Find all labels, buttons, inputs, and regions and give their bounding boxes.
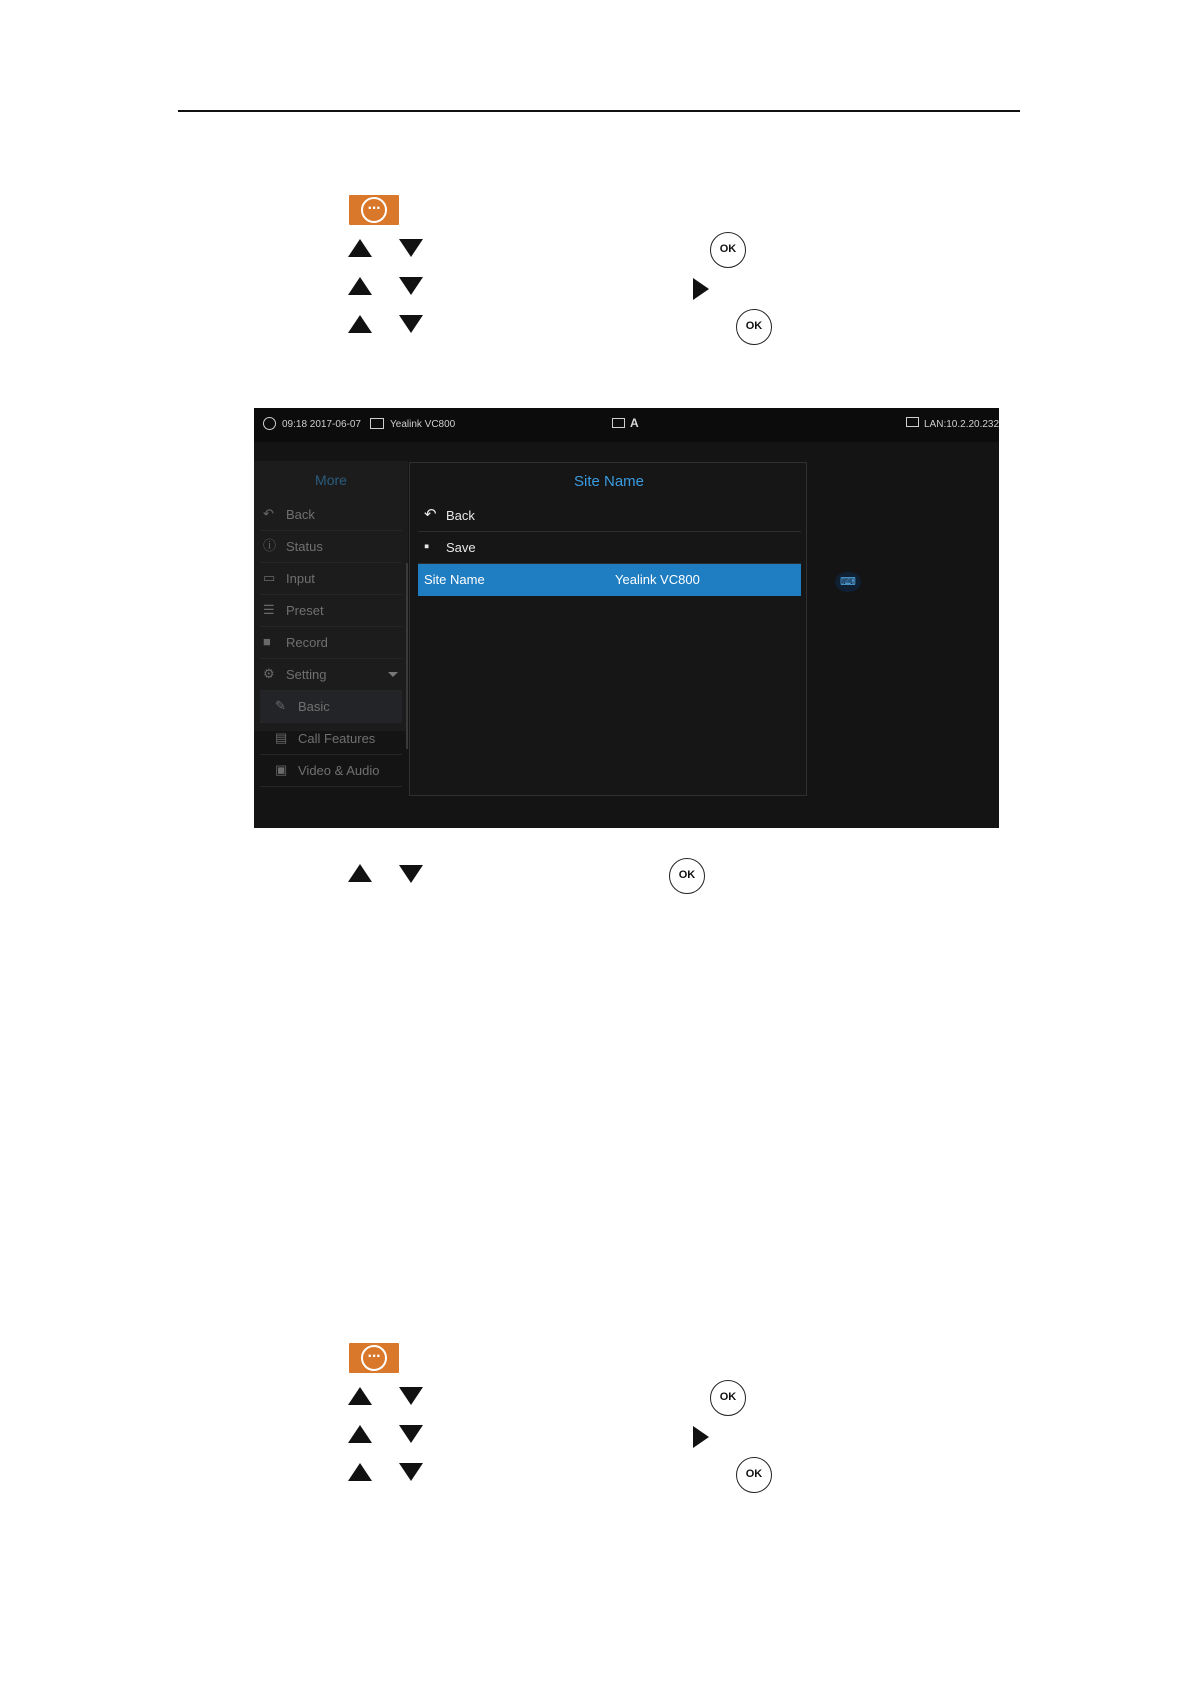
- sidebar-item-label: Setting: [286, 667, 327, 682]
- panel-save-button[interactable]: [418, 532, 801, 564]
- panel-back-button[interactable]: [418, 500, 801, 532]
- arrow-up-icon: [348, 1463, 372, 1481]
- arrow-down-icon: [399, 315, 423, 333]
- ok-icon: OK: [669, 858, 705, 894]
- chevron-down-icon: [388, 672, 398, 677]
- device-screenshot: [254, 408, 999, 828]
- clock-icon: [263, 417, 276, 430]
- sidebar-item-video-audio[interactable]: [260, 755, 402, 787]
- status-bar: [254, 408, 999, 442]
- arrow-up-icon: [348, 277, 372, 295]
- sidebar-title: More: [315, 472, 347, 488]
- sidebar-item-input[interactable]: [260, 563, 402, 595]
- sidebar-item-label: Video & Audio: [298, 763, 380, 778]
- wrench-icon: ✎: [275, 698, 286, 713]
- arrow-down-icon: [399, 1425, 423, 1443]
- more-button-icon: ···: [349, 1343, 399, 1373]
- preset-icon: ☰: [263, 602, 275, 617]
- site-name-panel: [409, 462, 807, 796]
- sidebar-item-record[interactable]: [260, 627, 402, 659]
- info-icon: ⓘ: [263, 538, 277, 553]
- language-icon: A: [630, 416, 639, 430]
- sidebar-scrollbar[interactable]: [406, 563, 408, 749]
- arrow-down-icon: [399, 1387, 423, 1405]
- panel-title: Site Name: [573, 473, 645, 490]
- arrow-down-icon: [399, 239, 423, 257]
- sidebar-item-label: Preset: [286, 603, 324, 618]
- arrow-down-icon: [399, 1463, 423, 1481]
- network-text: LAN:10.2.20.232: [924, 419, 999, 430]
- save-icon: ▪: [424, 538, 430, 555]
- sidebar-item-label: Basic: [298, 699, 330, 714]
- site-icon: [370, 418, 384, 429]
- site-name-field-value: Yealink VC800: [615, 572, 700, 587]
- sidebar-item-basic[interactable]: [260, 691, 402, 723]
- ok-icon: OK: [736, 1457, 772, 1493]
- video-audio-icon: ▣: [275, 762, 288, 777]
- sidebar-item-call-features[interactable]: [260, 723, 402, 755]
- sidebar-item-preset[interactable]: [260, 595, 402, 627]
- sidebar-item-back[interactable]: [260, 499, 402, 531]
- keyboard-icon[interactable]: ⌨: [835, 572, 861, 592]
- sidebar-item-setting[interactable]: [260, 659, 402, 691]
- sidebar-item-label: Status: [286, 539, 323, 554]
- network-icon: [906, 417, 919, 427]
- sidebar-item-label: Record: [286, 635, 328, 650]
- arrow-up-icon: [348, 1387, 372, 1405]
- sidebar-item-label: Input: [286, 571, 315, 586]
- more-button-icon: ···: [349, 195, 399, 225]
- back-icon: ↶: [424, 506, 437, 523]
- ok-icon: OK: [736, 309, 772, 345]
- arrow-right-icon: [693, 278, 709, 300]
- sidebar-item-status[interactable]: [260, 531, 402, 563]
- arrow-down-icon: [399, 277, 423, 295]
- arrow-up-icon: [348, 315, 372, 333]
- panel-back-label: Back: [446, 508, 475, 523]
- site-name-field-label: Site Name: [424, 572, 485, 587]
- arrow-up-icon: [348, 1425, 372, 1443]
- ok-icon: OK: [710, 1380, 746, 1416]
- record-icon: ■: [263, 634, 271, 649]
- site-name-text: Yealink VC800: [390, 419, 456, 430]
- arrow-right-icon: [693, 1426, 709, 1448]
- header-rule: [178, 110, 1020, 112]
- sidebar-item-label: Back: [286, 507, 315, 522]
- call-features-icon: ▤: [275, 730, 288, 745]
- input-icon: ▭: [263, 570, 276, 585]
- back-icon: ↶: [263, 506, 274, 521]
- arrow-up-icon: [348, 239, 372, 257]
- sidebar: [254, 461, 408, 778]
- clock-text: 09:18 2017-06-07: [282, 419, 361, 430]
- arrow-up-icon: [348, 864, 372, 882]
- site-name-field[interactable]: [418, 564, 801, 596]
- camera-status-icon: [612, 418, 625, 428]
- gear-icon: ⚙: [263, 666, 275, 681]
- ok-icon: OK: [710, 232, 746, 268]
- arrow-down-icon: [399, 865, 423, 883]
- panel-save-label: Save: [446, 540, 476, 555]
- sidebar-item-label: Call Features: [298, 731, 376, 746]
